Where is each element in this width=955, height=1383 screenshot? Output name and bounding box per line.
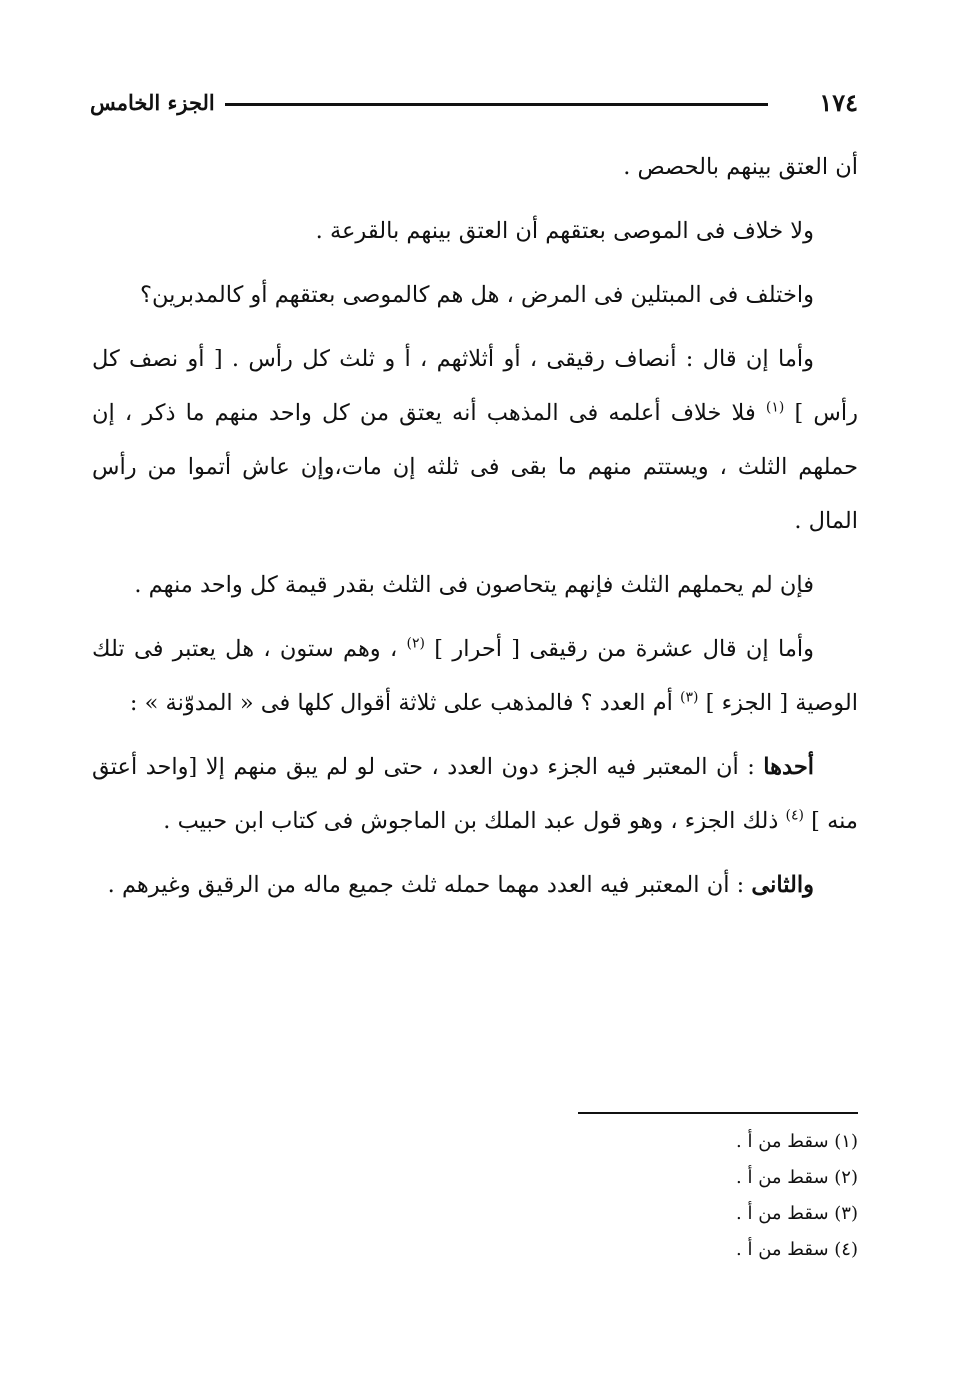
volume-title: الجزء الخامس (90, 90, 215, 115)
paragraph-text: فإن لم يحملهم الثلث فإنهم يتحاصون فى الثلث بقدر قيمة كل واحد منهم . (134, 572, 814, 598)
paragraph-text: ذلك الجزء ، وهو قول عبد الملك بن الماجوش فى كتاب ابن حبيب . (163, 808, 786, 834)
paragraph (92, 740, 858, 848)
paragraph-text: واختلف فى المبتلين فى المرض ، هل هم كالموصى بعتقهم أو كالمدبرين؟ (140, 282, 814, 308)
paragraph-text: أم العدد ؟ فالمذهب على ثلاثة أقوال كلها فى « المدوّنة » : (129, 690, 681, 716)
paragraph (92, 558, 858, 612)
paragraph (92, 140, 858, 194)
footnote-separator (578, 1112, 858, 1114)
paragraph-text: فلا خلاف أعلمه فى المذهب أنه يعتق من كل واحد منهم ما ذكر ، إن حملهم الثلث ، ويستتم منهم ما بقى فى ثلثه إن مات،وإن عاش أتموا من رأس المال . (92, 400, 858, 534)
running-head (90, 86, 858, 122)
footnote-marker: (٤) (785, 807, 804, 824)
paragraph-text: : أن المعتبر فيه الجزء دون العدد ، حتى لو لم يبق منهم إلا [واحد أعتق منه ] (92, 754, 858, 834)
paragraph-text: ، وهم ستون ، هل يعتبر فى تلك الوصية [ الجزء ] (92, 636, 858, 716)
footnote-marker: (٢) (406, 635, 425, 652)
paragraph (92, 332, 858, 548)
paragraph-label: والثانى (751, 872, 814, 898)
footnotes (458, 1124, 858, 1268)
footnote: (٣) سقط من أ . (736, 1203, 858, 1224)
paragraph-text: ولا خلاف فى الموصى بعتقهم أن العتق بينهم بالقرعة . (315, 218, 814, 244)
footnote: (٢) سقط من أ . (736, 1167, 858, 1188)
footnote-marker: (١) (765, 399, 785, 416)
paragraph-text: : أن المعتبر فيه العدد مهما حمله ثلث جميع ماله من الرقيق وغيرهم . (107, 872, 752, 898)
paragraph (92, 622, 858, 730)
paragraph (92, 858, 858, 912)
paragraph (92, 204, 858, 258)
page-number: ١٧٤ (819, 88, 858, 117)
footnote: (٤) سقط من أ . (736, 1239, 858, 1260)
main-text (92, 140, 858, 922)
footnote-marker: (٣) (680, 689, 699, 706)
paragraph-text: وأما إن قال : أنصاف رقيقى ، أو أثلاثهم ، أ و ثلث كل رأس . [ أو نصف كل رأس ] (92, 346, 858, 426)
paragraph-label: أحدها (763, 754, 814, 780)
paragraph-text: أن العتق بينهم بالحصص . (623, 154, 858, 180)
paragraph (92, 268, 858, 322)
header-rule (225, 103, 768, 106)
paragraph-text: وأما إن قال عشرة من رقيقى [ أحرار ] (424, 636, 814, 662)
footnote: (١) سقط من أ . (736, 1131, 858, 1152)
